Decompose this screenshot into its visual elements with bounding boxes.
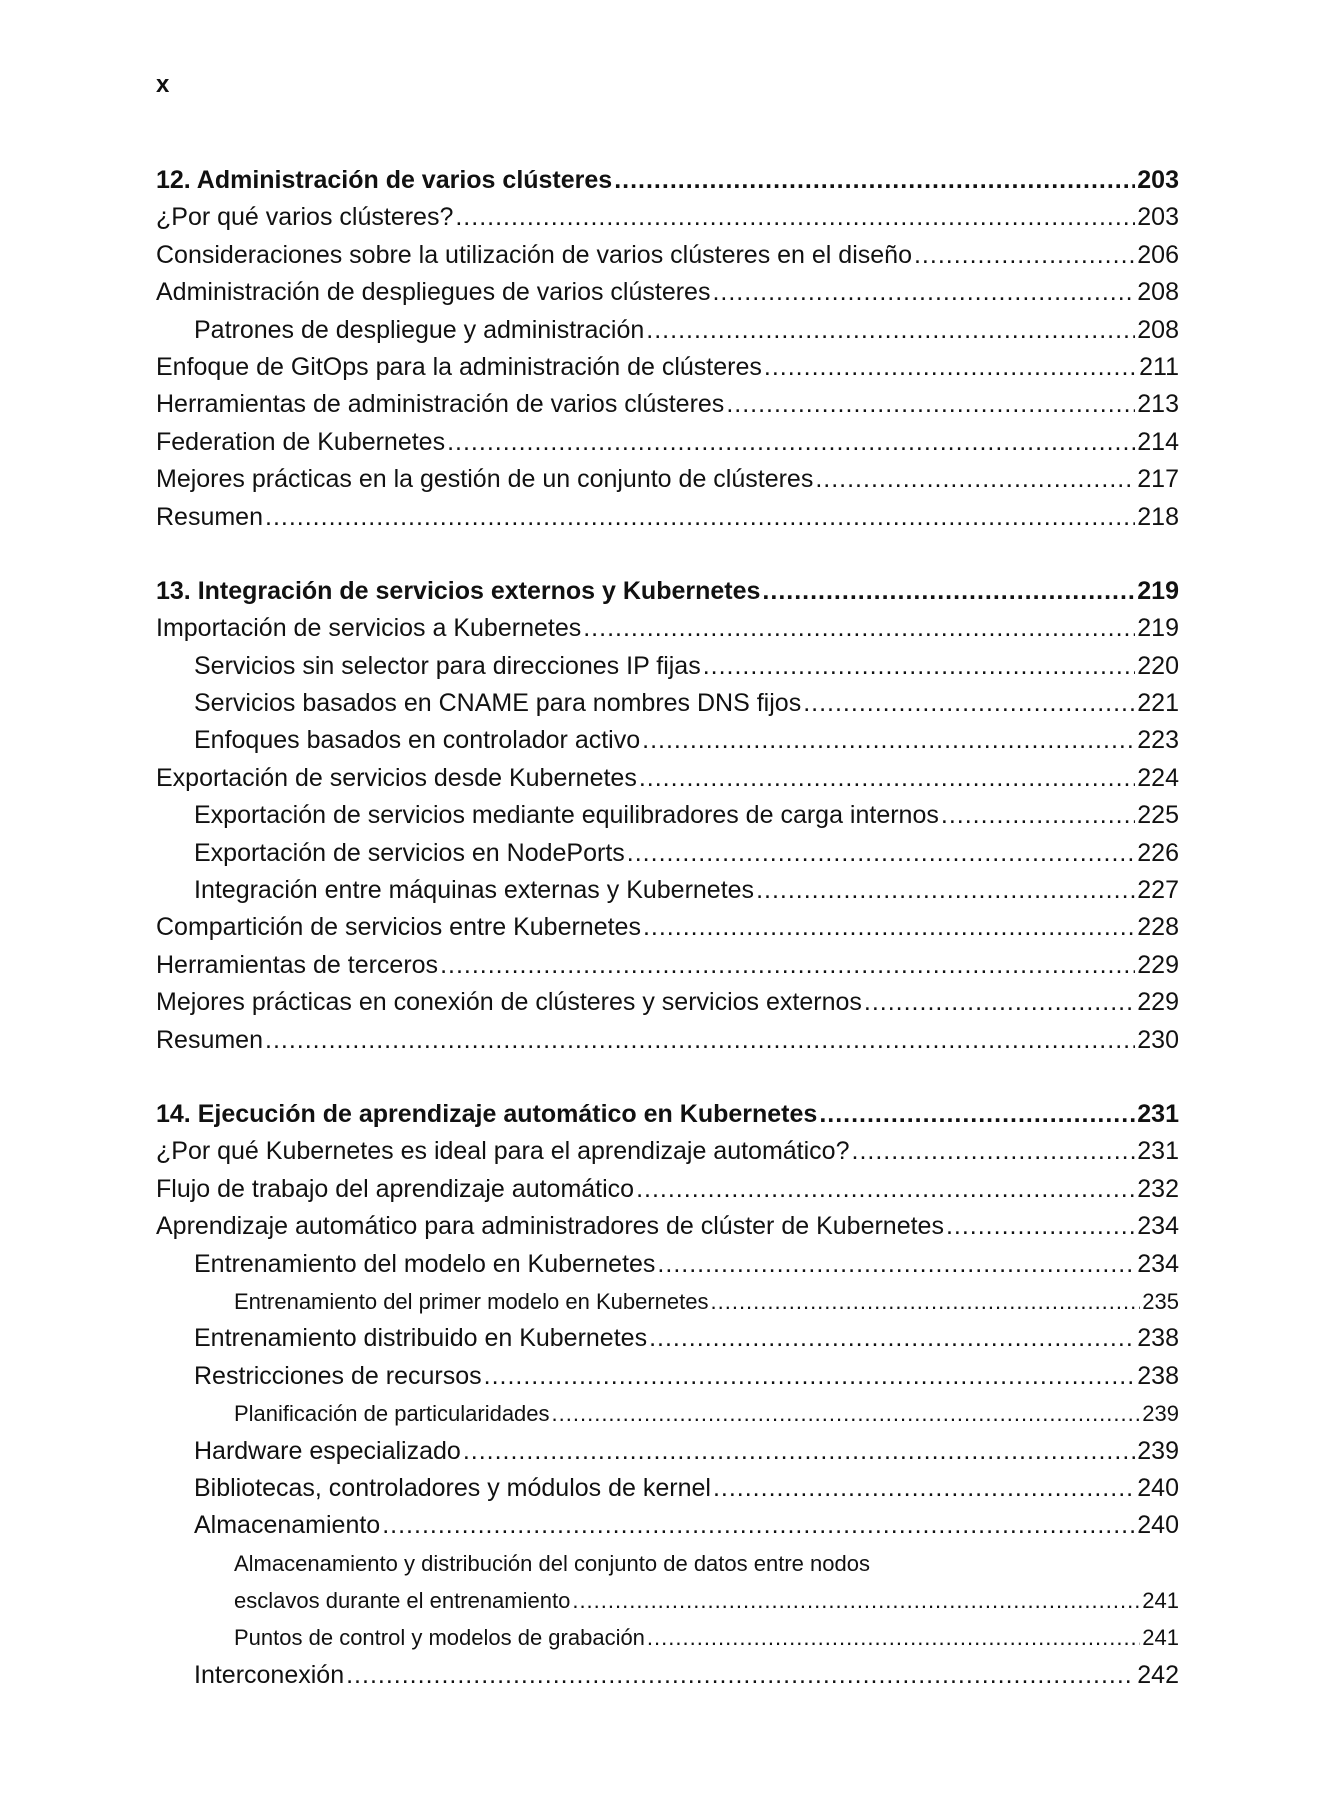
dot-leader — [649, 1320, 1135, 1357]
toc-chapter — [156, 1096, 1179, 1694]
entry-page-number: 218 — [1137, 502, 1179, 531]
toc-entry[interactable] — [156, 1022, 1179, 1059]
toc-entry[interactable] — [156, 199, 1179, 236]
chapter-title: 13. Integración de servicios externos y Kubernetes — [156, 576, 761, 605]
entry-title: Almacenamiento y distribución del conjunto de datos entre nodos — [234, 1550, 870, 1576]
entry-title: Federation de Kubernetes — [156, 427, 446, 456]
entry-page-number: 219 — [1137, 614, 1179, 643]
dot-leader — [627, 835, 1136, 872]
entry-title: Interconexión — [194, 1660, 345, 1689]
dot-leader — [713, 1470, 1135, 1507]
entry-page-number: 242 — [1137, 1660, 1179, 1689]
toc-entry[interactable] — [156, 835, 1179, 872]
toc-entry[interactable] — [156, 610, 1179, 647]
toc-entry[interactable] — [156, 1507, 1179, 1544]
entry-page-number: 203 — [1137, 203, 1179, 232]
entry-title-continued: esclavos durante el entrenamiento — [234, 1588, 571, 1614]
entry-title: ¿Por qué varios clústeres? — [156, 203, 454, 232]
entry-page-number: 234 — [1137, 1249, 1179, 1278]
dot-leader — [764, 349, 1137, 386]
entry-page-number: 238 — [1137, 1361, 1179, 1390]
toc-entry[interactable] — [156, 1283, 1179, 1320]
dot-leader — [815, 461, 1135, 498]
chapter-page-number: 219 — [1137, 576, 1179, 605]
toc-entry[interactable] — [156, 1619, 1179, 1656]
entry-title: Servicios basados en CNAME para nombres DNS fijos — [194, 689, 802, 718]
entry-title: Flujo de trabajo del aprendizaje automático — [156, 1174, 635, 1203]
entry-title: Entrenamiento del modelo en Kubernetes — [194, 1249, 656, 1278]
dot-leader — [762, 573, 1135, 610]
page-number: x — [156, 71, 170, 98]
dot-leader — [346, 1657, 1135, 1694]
dot-leader — [712, 274, 1135, 311]
dot-leader — [639, 760, 1135, 797]
chapter-title: 14. Ejecución de aprendizaje automático en Kubernetes — [156, 1099, 818, 1128]
table-of-contents — [156, 162, 1179, 1731]
entry-title: Resumen — [156, 1025, 263, 1054]
toc-entry[interactable] — [156, 499, 1179, 536]
toc-entry[interactable] — [156, 386, 1179, 423]
entry-title: Enfoques basados en controlador activo — [194, 726, 641, 755]
entry-page-number: 238 — [1137, 1324, 1179, 1353]
entry-title: Puntos de control y modelos de grabación — [234, 1625, 645, 1651]
dot-leader — [852, 1133, 1136, 1170]
chapter-heading[interactable] — [156, 1096, 1179, 1133]
chapter-heading[interactable] — [156, 162, 1179, 199]
dot-leader — [646, 312, 1135, 349]
toc-entry[interactable] — [156, 1470, 1179, 1507]
entry-title: Almacenamiento — [194, 1511, 381, 1540]
entry-page-number: 235 — [1142, 1288, 1179, 1314]
toc-entry[interactable] — [156, 760, 1179, 797]
entry-page-number: 226 — [1137, 838, 1179, 867]
entry-title: Exportación de servicios en NodePorts — [194, 838, 625, 867]
entry-title: Servicios sin selector para direcciones IP fijas — [194, 651, 701, 680]
dot-leader — [447, 424, 1135, 461]
entry-title: Entrenamiento del primer modelo en Kubernetes — [234, 1288, 709, 1314]
dot-leader — [642, 722, 1135, 759]
entry-title: Herramientas de terceros — [156, 950, 439, 979]
entry-title: Administración de despliegues de varios clústeres — [156, 278, 711, 307]
entry-page-number: 208 — [1137, 315, 1179, 344]
toc-entry[interactable] — [156, 1657, 1179, 1694]
chapter-page-number: 231 — [1137, 1099, 1179, 1128]
dot-leader — [657, 1246, 1135, 1283]
toc-entry[interactable] — [156, 872, 1179, 909]
entry-page-number: 231 — [1137, 1137, 1179, 1166]
dot-leader — [552, 1395, 1141, 1432]
entry-title: Consideraciones sobre la utilización de varios clústeres en el diseño — [156, 240, 912, 269]
entry-page-number: 227 — [1137, 876, 1179, 905]
toc-entry[interactable] — [156, 1133, 1179, 1170]
dot-leader — [726, 386, 1135, 423]
entry-page-number: 220 — [1137, 651, 1179, 680]
chapter-heading[interactable] — [156, 573, 1179, 610]
entry-title: Exportación de servicios desde Kubernetes — [156, 763, 637, 792]
dot-leader — [583, 610, 1135, 647]
toc-chapter — [156, 162, 1179, 536]
dot-leader — [636, 1171, 1135, 1208]
entry-page-number: 228 — [1137, 913, 1179, 942]
toc-entry[interactable] — [156, 312, 1179, 349]
entry-title: Herramientas de administración de varios clústeres — [156, 390, 725, 419]
entry-title: Enfoque de GitOps para la administración de clústeres — [156, 352, 762, 381]
entry-page-number: 234 — [1137, 1212, 1179, 1241]
toc-entry[interactable] — [156, 1246, 1179, 1283]
dot-leader — [572, 1582, 1140, 1619]
toc-entry[interactable] — [156, 1208, 1179, 1245]
toc-entry[interactable] — [156, 1433, 1179, 1470]
toc-chapter — [156, 573, 1179, 1059]
toc-entry[interactable] — [156, 349, 1179, 386]
entry-page-number: 229 — [1137, 950, 1179, 979]
toc-entry[interactable] — [156, 947, 1179, 984]
entry-title: Integración entre máquinas externas y Kubernetes — [194, 876, 755, 905]
dot-leader — [864, 984, 1135, 1021]
dot-leader — [703, 648, 1136, 685]
dot-leader — [946, 1208, 1135, 1245]
toc-entry[interactable] — [156, 1320, 1179, 1357]
entry-page-number: 211 — [1139, 352, 1179, 381]
dot-leader — [803, 685, 1135, 722]
entry-page-number: 241 — [1142, 1588, 1179, 1614]
toc-entry[interactable] — [156, 1545, 1179, 1582]
dot-leader — [643, 909, 1135, 946]
entry-page-number: 217 — [1137, 465, 1179, 494]
entry-page-number: 208 — [1137, 278, 1179, 307]
dot-leader — [382, 1507, 1135, 1544]
entry-title: Importación de servicios a Kubernetes — [156, 614, 582, 643]
dot-leader — [914, 237, 1135, 274]
entry-title: Entrenamiento distribuido en Kubernetes — [194, 1324, 648, 1353]
toc-entry[interactable] — [156, 1358, 1179, 1395]
toc-entry[interactable] — [156, 648, 1179, 685]
entry-page-number: 221 — [1137, 689, 1179, 718]
toc-entry[interactable] — [156, 797, 1179, 834]
entry-title: Hardware especializado — [194, 1436, 461, 1465]
toc-entry[interactable] — [156, 685, 1179, 722]
dot-leader — [440, 947, 1135, 984]
chapter-page-number: 203 — [1137, 166, 1179, 194]
entry-title: Exportación de servicios mediante equilibradores de carga internos — [194, 801, 939, 830]
entry-page-number: 239 — [1137, 1436, 1179, 1465]
toc-entry[interactable] — [156, 424, 1179, 461]
chapter-title: 12. Administración de varios clústeres — [156, 166, 613, 194]
entry-page-number: 239 — [1142, 1401, 1179, 1427]
entry-page-number: 206 — [1137, 240, 1179, 269]
entry-title: Aprendizaje automático para administradores de clúster de Kubernetes — [156, 1212, 944, 1241]
entry-page-number: 229 — [1137, 988, 1179, 1017]
toc-entry[interactable] — [156, 274, 1179, 311]
dot-leader — [647, 1619, 1140, 1656]
entry-title: Planificación de particularidades — [234, 1401, 550, 1427]
dot-leader — [265, 499, 1135, 536]
toc-entry[interactable] — [156, 461, 1179, 498]
dot-leader — [614, 162, 1135, 199]
entry-page-number: 230 — [1137, 1025, 1179, 1054]
entry-title: Mejores prácticas en la gestión de un conjunto de clústeres — [156, 465, 814, 494]
entry-title: Mejores prácticas en conexión de clústeres y servicios externos — [156, 988, 862, 1017]
dot-leader — [455, 199, 1135, 236]
entry-page-number: 225 — [1137, 801, 1179, 830]
entry-title: ¿Por qué Kubernetes es ideal para el aprendizaje automático? — [156, 1137, 850, 1166]
dot-leader — [819, 1096, 1135, 1133]
dot-leader — [265, 1022, 1135, 1059]
toc-entry[interactable] — [156, 722, 1179, 759]
toc-entry-continuation[interactable] — [156, 1582, 1179, 1619]
dot-leader — [463, 1433, 1135, 1470]
entry-page-number: 240 — [1137, 1473, 1179, 1502]
dot-leader — [484, 1358, 1136, 1395]
entry-title: Resumen — [156, 502, 263, 531]
entry-title: Compartición de servicios entre Kubernetes — [156, 913, 641, 942]
toc-entry[interactable] — [156, 237, 1179, 274]
entry-page-number: 223 — [1137, 726, 1179, 755]
entry-title: Bibliotecas, controladores y módulos de kernel — [194, 1473, 711, 1502]
entry-page-number: 232 — [1137, 1174, 1179, 1203]
entry-title: Patrones de despliegue y administración — [194, 315, 645, 344]
toc-entry[interactable] — [156, 909, 1179, 946]
entry-title: Restricciones de recursos — [194, 1361, 482, 1390]
dot-leader — [941, 797, 1135, 834]
toc-entry[interactable] — [156, 1171, 1179, 1208]
entry-page-number: 214 — [1137, 427, 1179, 456]
dot-leader — [711, 1283, 1141, 1320]
entry-page-number: 240 — [1137, 1511, 1179, 1540]
entry-page-number: 224 — [1137, 763, 1179, 792]
toc-entry[interactable] — [156, 984, 1179, 1021]
entry-page-number: 213 — [1137, 390, 1179, 419]
dot-leader — [756, 872, 1135, 909]
entry-page-number: 241 — [1142, 1625, 1179, 1651]
toc-entry[interactable] — [156, 1395, 1179, 1432]
